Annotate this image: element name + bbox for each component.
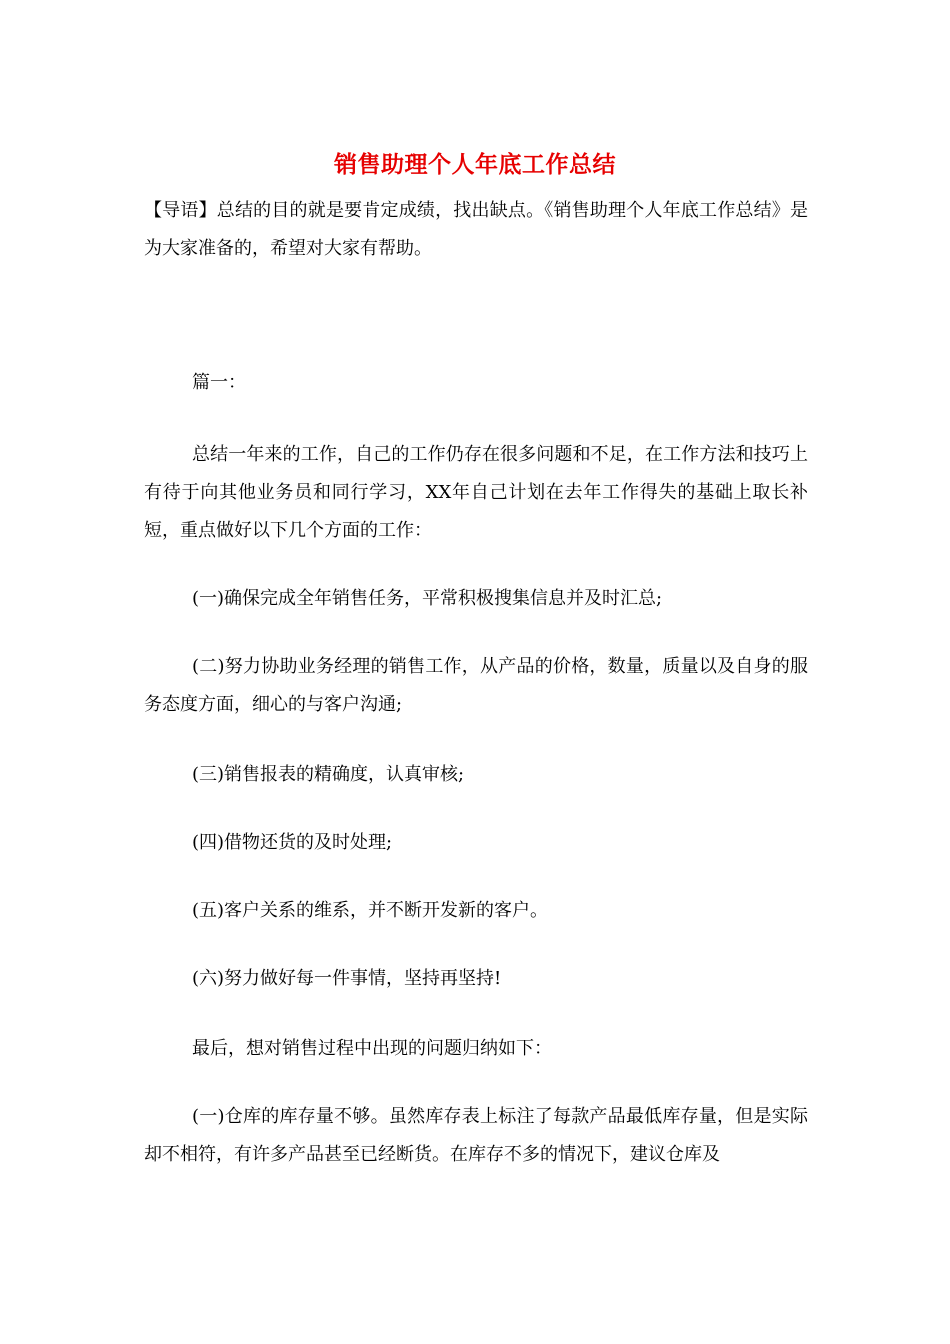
body-paragraph: 最后，想对销售过程中出现的问题归纳如下： <box>192 1038 552 1059</box>
list-item: (三)销售报表的精确度，认真审核; <box>192 764 465 785</box>
list-item: (二)努力协助业务经理的销售工作，从产品的价格，数量，质量以及自身的服务态度方面，细心的与客户沟通; <box>144 656 808 715</box>
page-title: 销售助理个人年底工作总结 <box>334 151 616 178</box>
list-item: (六)努力做好每一件事情，坚持再坚持! <box>192 968 502 989</box>
list-item: (五)客户关系的维系，并不断开发新的客户。 <box>192 900 549 921</box>
intro-paragraph: 【导语】总结的目的就是要肯定成绩，找出缺点。《销售助理个人年底工作总结》是为大家准备的，希望对大家有帮助。 <box>144 200 808 259</box>
list-item: (一)确保完成全年销售任务，平常积极搜集信息并及时汇总; <box>192 588 663 609</box>
list-item: (一)仓库的库存量不够。虽然库存表上标注了每款产品最低库存量，但是实际却不相符，有许多产品甚至已经断货。在库存不多的情况下，建议仓库及 <box>144 1106 808 1165</box>
body-paragraph: 总结一年来的工作，自己的工作仍存在很多问题和不足，在工作方法和技巧上有待于向其他业务员和同行学习，XX年自己计划在去年工作得失的基础上取长补短，重点做好以下几个方面的工作： <box>144 444 808 541</box>
section-heading: 篇一： <box>192 372 246 393</box>
list-item: (四)借物还货的及时处理; <box>192 832 393 853</box>
